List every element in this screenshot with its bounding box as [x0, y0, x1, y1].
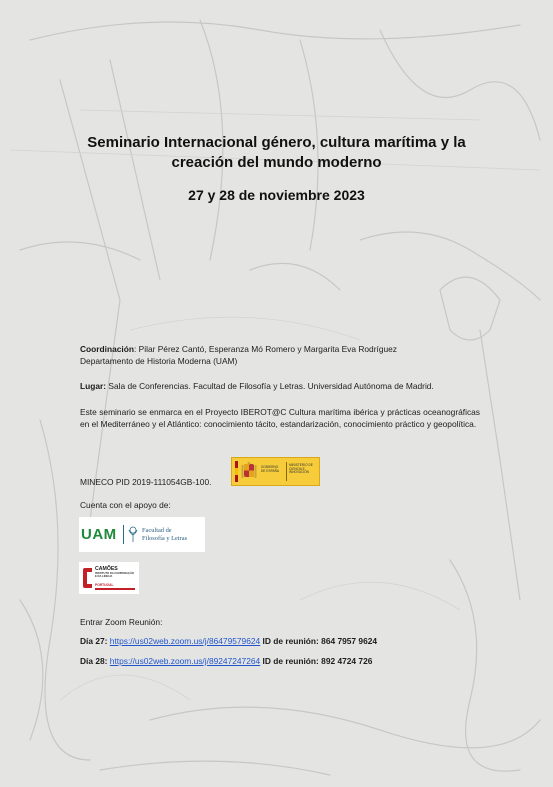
project-description: Este seminario se enmarca en el Proyecto IBEROT@C Cultura marítima ibérica y prácticas oceanográficas en el Mediterráneo y el Atlántico: conocimiento tácito, estandarización, conocimiento práctico y geopolítica.	[80, 407, 480, 429]
session-day: Día 28:	[80, 656, 108, 666]
meeting-id-label: ID de reunión:	[262, 656, 319, 666]
coordination-label: Coordinación	[80, 344, 134, 354]
meeting-id-label: ID de reunión:	[262, 636, 319, 646]
camoes-country: PORTUGAL	[95, 583, 114, 587]
project-code: MINECO PID 2019-111054GB-100.	[80, 477, 212, 487]
flag-icon	[235, 461, 238, 482]
venue-block	[80, 381, 480, 393]
camoes-logo	[79, 562, 139, 594]
meeting-id: 864 7957 9624	[321, 636, 378, 646]
zoom-session-day27	[80, 636, 480, 648]
zoom-header: Entrar Zoom Reunión:	[80, 617, 163, 627]
venue-text: Sala de Conferencias. Facultad de Filosofía y Letras. Universidad Autónoma de Madrid.	[106, 381, 434, 391]
gov-name: GOBIERNO DE ESPAÑA	[261, 465, 280, 473]
faculty-name: Facultad de Filosofía y Letras	[142, 527, 188, 542]
zoom-link-day28[interactable]: https://us02web.zoom.us/j/89247247264	[109, 656, 261, 666]
support-label: Cuenta con el apoyo de:	[80, 500, 171, 510]
zoom-session-day28	[80, 656, 480, 668]
ministry-logo	[231, 457, 320, 486]
poster-title: Seminario Internacional género, cultura marítima y la creación del mundo moderno	[87, 134, 466, 171]
uam-wordmark: UAM	[81, 526, 117, 543]
camoes-c-icon	[82, 566, 93, 590]
uam-logo	[79, 517, 205, 552]
camoes-name: CAMÕES	[95, 566, 118, 572]
tree-icon	[127, 526, 139, 543]
coordination-names: : Pilar Pérez Cantó, Esperanza Mó Romero y Margarita Eva Rodríguez	[133, 344, 397, 354]
coordination-block	[80, 344, 480, 367]
department: Departamento de Historia Moderna (UAM)	[80, 355, 238, 366]
camoes-subtitle: INSTITUTO DA COOPERAÇÃO E DA LÍNGUA	[95, 572, 134, 579]
coat-of-arms-icon	[241, 462, 257, 481]
meeting-id: 892 4724 726	[321, 656, 373, 666]
zoom-link-day27[interactable]: https://us02web.zoom.us/j/86479579624	[109, 636, 261, 646]
event-date: 27 y 28 de noviembre 2023	[188, 187, 365, 203]
venue-label: Lugar:	[80, 381, 107, 391]
ministry-name: MINISTERIO DE CIENCIA E INNOVACIÓN	[289, 463, 313, 475]
session-day: Día 27:	[80, 636, 108, 646]
